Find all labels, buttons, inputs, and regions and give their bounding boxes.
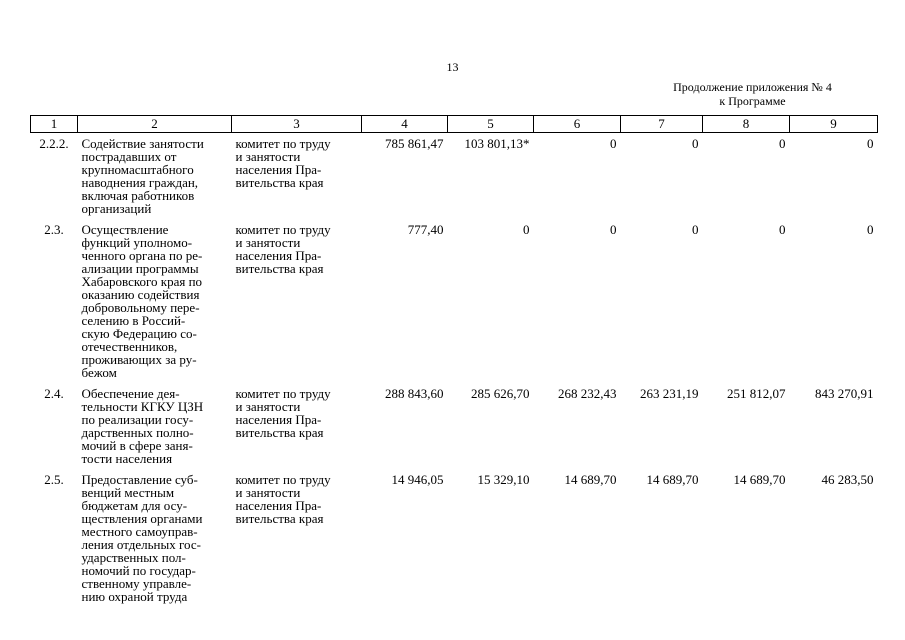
executor: комитет по труду и занятости населения Пра- вительства края: [235, 472, 331, 526]
continuation-line-1: Продолжение приложения № 4: [673, 80, 832, 94]
value-cell: 0: [610, 136, 617, 151]
value-cell: 777,40: [407, 222, 444, 237]
value-cell: 0: [692, 222, 699, 237]
row-number: 2.5.: [44, 472, 64, 487]
column-header: 5: [448, 116, 534, 133]
row-number: 2.2.2.: [39, 136, 69, 151]
value-cell: 14 689,70: [564, 472, 617, 487]
executor: комитет по труду и занятости населения Пра- вительства края: [235, 136, 331, 190]
measure-name: Обеспечение дея- тельности КГКУ ЦЗН по реализации госу- дарственных полно- мочий в сфере заня- тости населения: [81, 386, 204, 466]
value-cell: 0: [867, 136, 874, 151]
measure-name: Осуществление функций уполномо- ченного органа по ре- ализации программы Хабаровского края по оказанию содействия добровольному пере- селению в Россий- скую Федерацию со- отечественников, проживающих за ру- бежом: [81, 222, 203, 380]
table-row: [31, 133, 878, 220]
table-row: [31, 469, 878, 607]
value-cell: 14 946,05: [391, 472, 444, 487]
column-header: 1: [31, 116, 78, 133]
value-cell: 0: [610, 222, 617, 237]
column-header: 7: [621, 116, 703, 133]
row-number: 2.3.: [44, 222, 64, 237]
value-cell: 15 329,10: [477, 472, 530, 487]
page-number: 13: [446, 60, 459, 74]
table-row: [31, 383, 878, 469]
column-header: 2: [78, 116, 232, 133]
value-cell: 0: [779, 222, 786, 237]
program-table: [30, 115, 878, 607]
value-cell: 0: [692, 136, 699, 151]
value-cell: 0: [867, 222, 874, 237]
column-header: 6: [534, 116, 621, 133]
row-number: 2.4.: [44, 386, 64, 401]
column-header: 8: [703, 116, 790, 133]
column-header: 3: [232, 116, 362, 133]
value-cell: 785 861,47: [385, 136, 444, 151]
column-header: 4: [362, 116, 448, 133]
continuation-line-2: к Программе: [719, 94, 786, 108]
value-cell: 46 283,50: [821, 472, 874, 487]
value-cell: 285 626,70: [471, 386, 530, 401]
table-row: [31, 219, 878, 383]
executor: комитет по труду и занятости населения Пра- вительства края: [235, 386, 331, 440]
value-cell: 251 812,07: [727, 386, 786, 401]
value-cell: 0: [523, 222, 530, 237]
measure-name: Содействие занятости пострадавших от крупномасштабного наводнения граждан, включая работников организаций: [81, 136, 204, 216]
table-header-row: [31, 116, 878, 133]
value-cell: 263 231,19: [640, 386, 699, 401]
executor: комитет по труду и занятости населения Пра- вительства края: [235, 222, 331, 276]
value-cell: 103 801,13*: [464, 136, 530, 151]
column-header: 9: [790, 116, 878, 133]
measure-name: Предоставление суб- венций местным бюджетам для осу- ществления органами местного самоуправ- ления отдельных гос- ударственных пол- номочий по государ- ственному управле- нию охраной труда: [81, 472, 203, 604]
value-cell: 14 689,70: [733, 472, 786, 487]
value-cell: 268 232,43: [558, 386, 617, 401]
value-cell: 288 843,60: [385, 386, 444, 401]
continuation-note: [640, 80, 865, 108]
value-cell: 14 689,70: [646, 472, 699, 487]
value-cell: 843 270,91: [815, 386, 874, 401]
value-cell: 0: [779, 136, 786, 151]
